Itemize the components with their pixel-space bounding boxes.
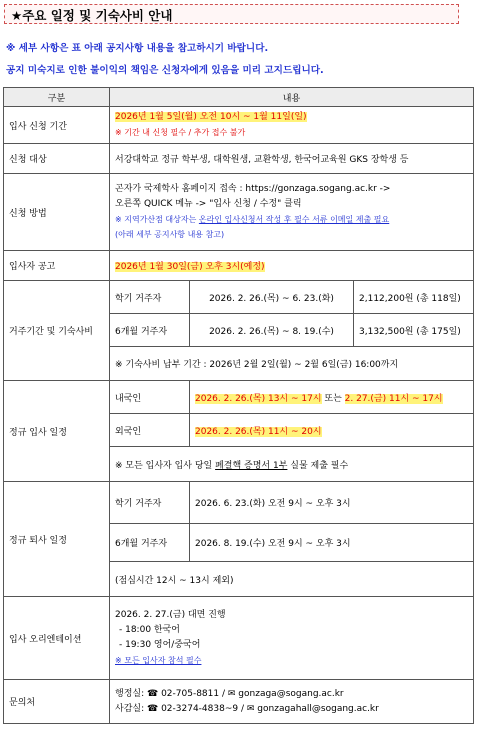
- table-header-row: [4, 88, 474, 107]
- label-apply-period: 입사 신청 기간: [4, 107, 110, 144]
- fee-cost-semester: 2,112,200원 (총 118일): [354, 281, 474, 314]
- checkin-foreign-label: 외국인: [110, 414, 190, 447]
- orientation-cell: [110, 597, 474, 680]
- checkin-foreign-value: 2026. 2. 26.(목) 11시 ~ 20시: [195, 426, 322, 437]
- method-line-homepage: 곤자가 국제학사 홈페이지 접속 : https://gonzaga.sogang.ac.kr ->: [115, 184, 391, 194]
- checkin-domestic-cell: 2026. 2. 26.(목) 13시 ~ 17시 또는 2. 27.(금) 11시 ~ 17시: [190, 381, 474, 414]
- title-box: [4, 4, 459, 24]
- announcement-value: 2026년 1월 30일(금) 오후 3시(예정): [115, 262, 265, 272]
- orientation-korean: - 18:00 한국어: [119, 625, 180, 635]
- row-contact: [4, 680, 474, 724]
- checkin-domestic-b: 2. 27.(금) 11시 ~ 17시: [344, 393, 443, 404]
- fee-period-semester: 2026. 2. 26.(목) ~ 6. 23.(화): [190, 281, 354, 314]
- email-icon: ✉: [246, 703, 255, 714]
- label-orientation: 입사 오리엔테이션: [4, 597, 110, 680]
- schedule-table: [3, 87, 474, 724]
- row-apply-period: [4, 107, 474, 144]
- page-title: ★주요 일정 및 기숙사비 안내: [11, 8, 173, 23]
- contact-dorm-office: 사감실: ☎ 02-3274-4838~9 / ✉ gonzagahall@sogang.ac.kr: [115, 703, 379, 714]
- method-line-refer: (아래 세부 공지사항 내용 참고): [115, 230, 225, 239]
- header-category: 구분: [4, 88, 110, 107]
- orientation-english-chinese: - 19:30 영어/중국어: [119, 640, 201, 650]
- checkin-note: ※ 모든 입사자 입사 당일 폐결핵 증명서 1부 실물 제출 필수: [110, 447, 474, 482]
- office-email[interactable]: gonzaga@sogang.ac.kr: [238, 688, 344, 699]
- apply-period-note: ※ 기간 내 신청 필수 / 추가 접수 불가: [115, 128, 246, 137]
- label-checkin: 정규 입사 일정: [4, 381, 110, 482]
- email-icon: ✉: [227, 688, 236, 699]
- notice-responsibility: 공지 미숙지로 인한 불이익의 책임은 신청자에게 있음을 미리 고지드립니다.: [6, 65, 324, 76]
- fee-payment-period: ※ 기숙사비 납부 기간 : 2026년 2월 2일(월) ~ 2월 6일(금) 16:00까지: [110, 347, 474, 381]
- row-eligibility: [4, 144, 474, 174]
- checkin-domestic-label: 내국인: [110, 381, 190, 414]
- row-checkout-semester: [4, 482, 474, 524]
- label-eligibility: 신청 대상: [4, 144, 110, 174]
- contact-cell: [110, 680, 474, 724]
- checkin-foreign-cell: [190, 414, 474, 447]
- office-phone: 02-705-8811: [161, 688, 220, 699]
- method-line-regional: ※ 지역가산점 대상자는 온라인 입사신청서 작성 후 필수 서류 이메일 제출 필요: [115, 215, 390, 224]
- row-fee-semester: [4, 281, 474, 314]
- apply-period-cell: [110, 107, 474, 144]
- tb-certificate-link[interactable]: 폐결핵 증명서 1부: [215, 460, 288, 471]
- phone-icon: ☎: [146, 703, 159, 714]
- checkout-type-semester: 학기 거주자: [110, 482, 190, 524]
- row-orientation: [4, 597, 474, 680]
- checkout-note: (점심시간 12시 ~ 13시 제외): [110, 562, 474, 597]
- row-announcement: [4, 251, 474, 281]
- apply-period-value: 2026년 1월 5일(월) 오전 10시 ~ 1월 11일(일): [115, 112, 307, 122]
- orientation-date: 2026. 2. 27.(금) 대면 진행: [115, 610, 226, 620]
- contact-office: 행정실: ☎ 02-705-8811 / ✉ gonzaga@sogang.ac.kr: [115, 688, 344, 699]
- checkin-domestic-a: 2026. 2. 26.(목) 13시 ~ 17시: [195, 393, 322, 404]
- dorm-email[interactable]: gonzagahall@sogang.ac.kr: [257, 703, 379, 714]
- row-checkin-domestic: [4, 381, 474, 414]
- fee-type-semester: 학기 거주자: [110, 281, 190, 314]
- eligibility-value: 서강대학교 정규 학부생, 대학원생, 교환학생, 한국어교육원 GKS 장학생 등: [110, 144, 474, 174]
- row-method: [4, 174, 474, 251]
- header-content: 내용: [110, 88, 474, 107]
- fee-cost-6month: 3,132,500원 (총 175일): [354, 314, 474, 347]
- notice-refer: ※ 세부 사항은 표 아래 공지사항 내용을 참고하시기 바랍니다.: [6, 43, 269, 54]
- label-checkout: 정규 퇴사 일정: [4, 482, 110, 597]
- fee-period-6month: 2026. 2. 26.(목) ~ 8. 19.(수): [190, 314, 354, 347]
- announcement-cell: [110, 251, 474, 281]
- method-line-quick-menu: 오른쪽 QUICK 메뉴 -> "입사 신청 / 수정" 클릭: [115, 199, 302, 209]
- label-contact: 문의처: [4, 680, 110, 724]
- checkout-type-6month: 6개월 거주자: [110, 524, 190, 562]
- method-cell: [110, 174, 474, 251]
- fee-type-6month: 6개월 거주자: [110, 314, 190, 347]
- label-announcement: 입사자 공고: [4, 251, 110, 281]
- phone-icon: ☎: [146, 688, 159, 699]
- orientation-required-note: ※ 모든 입사자 참석 필수: [115, 656, 202, 665]
- checkout-value-6month: 2026. 8. 19.(수) 오전 9시 ~ 오후 3시: [190, 524, 474, 562]
- dorm-phone: 02-3274-4838~9: [161, 703, 239, 714]
- method-required-docs-link[interactable]: 온라인 입사신청서 작성 후 필수 서류 이메일 제출 필요: [198, 215, 390, 224]
- label-method: 신청 방법: [4, 174, 110, 251]
- checkout-value-semester: 2026. 6. 23.(화) 오전 9시 ~ 오후 3시: [190, 482, 474, 524]
- label-fees: 거주기간 및 기숙사비: [4, 281, 110, 381]
